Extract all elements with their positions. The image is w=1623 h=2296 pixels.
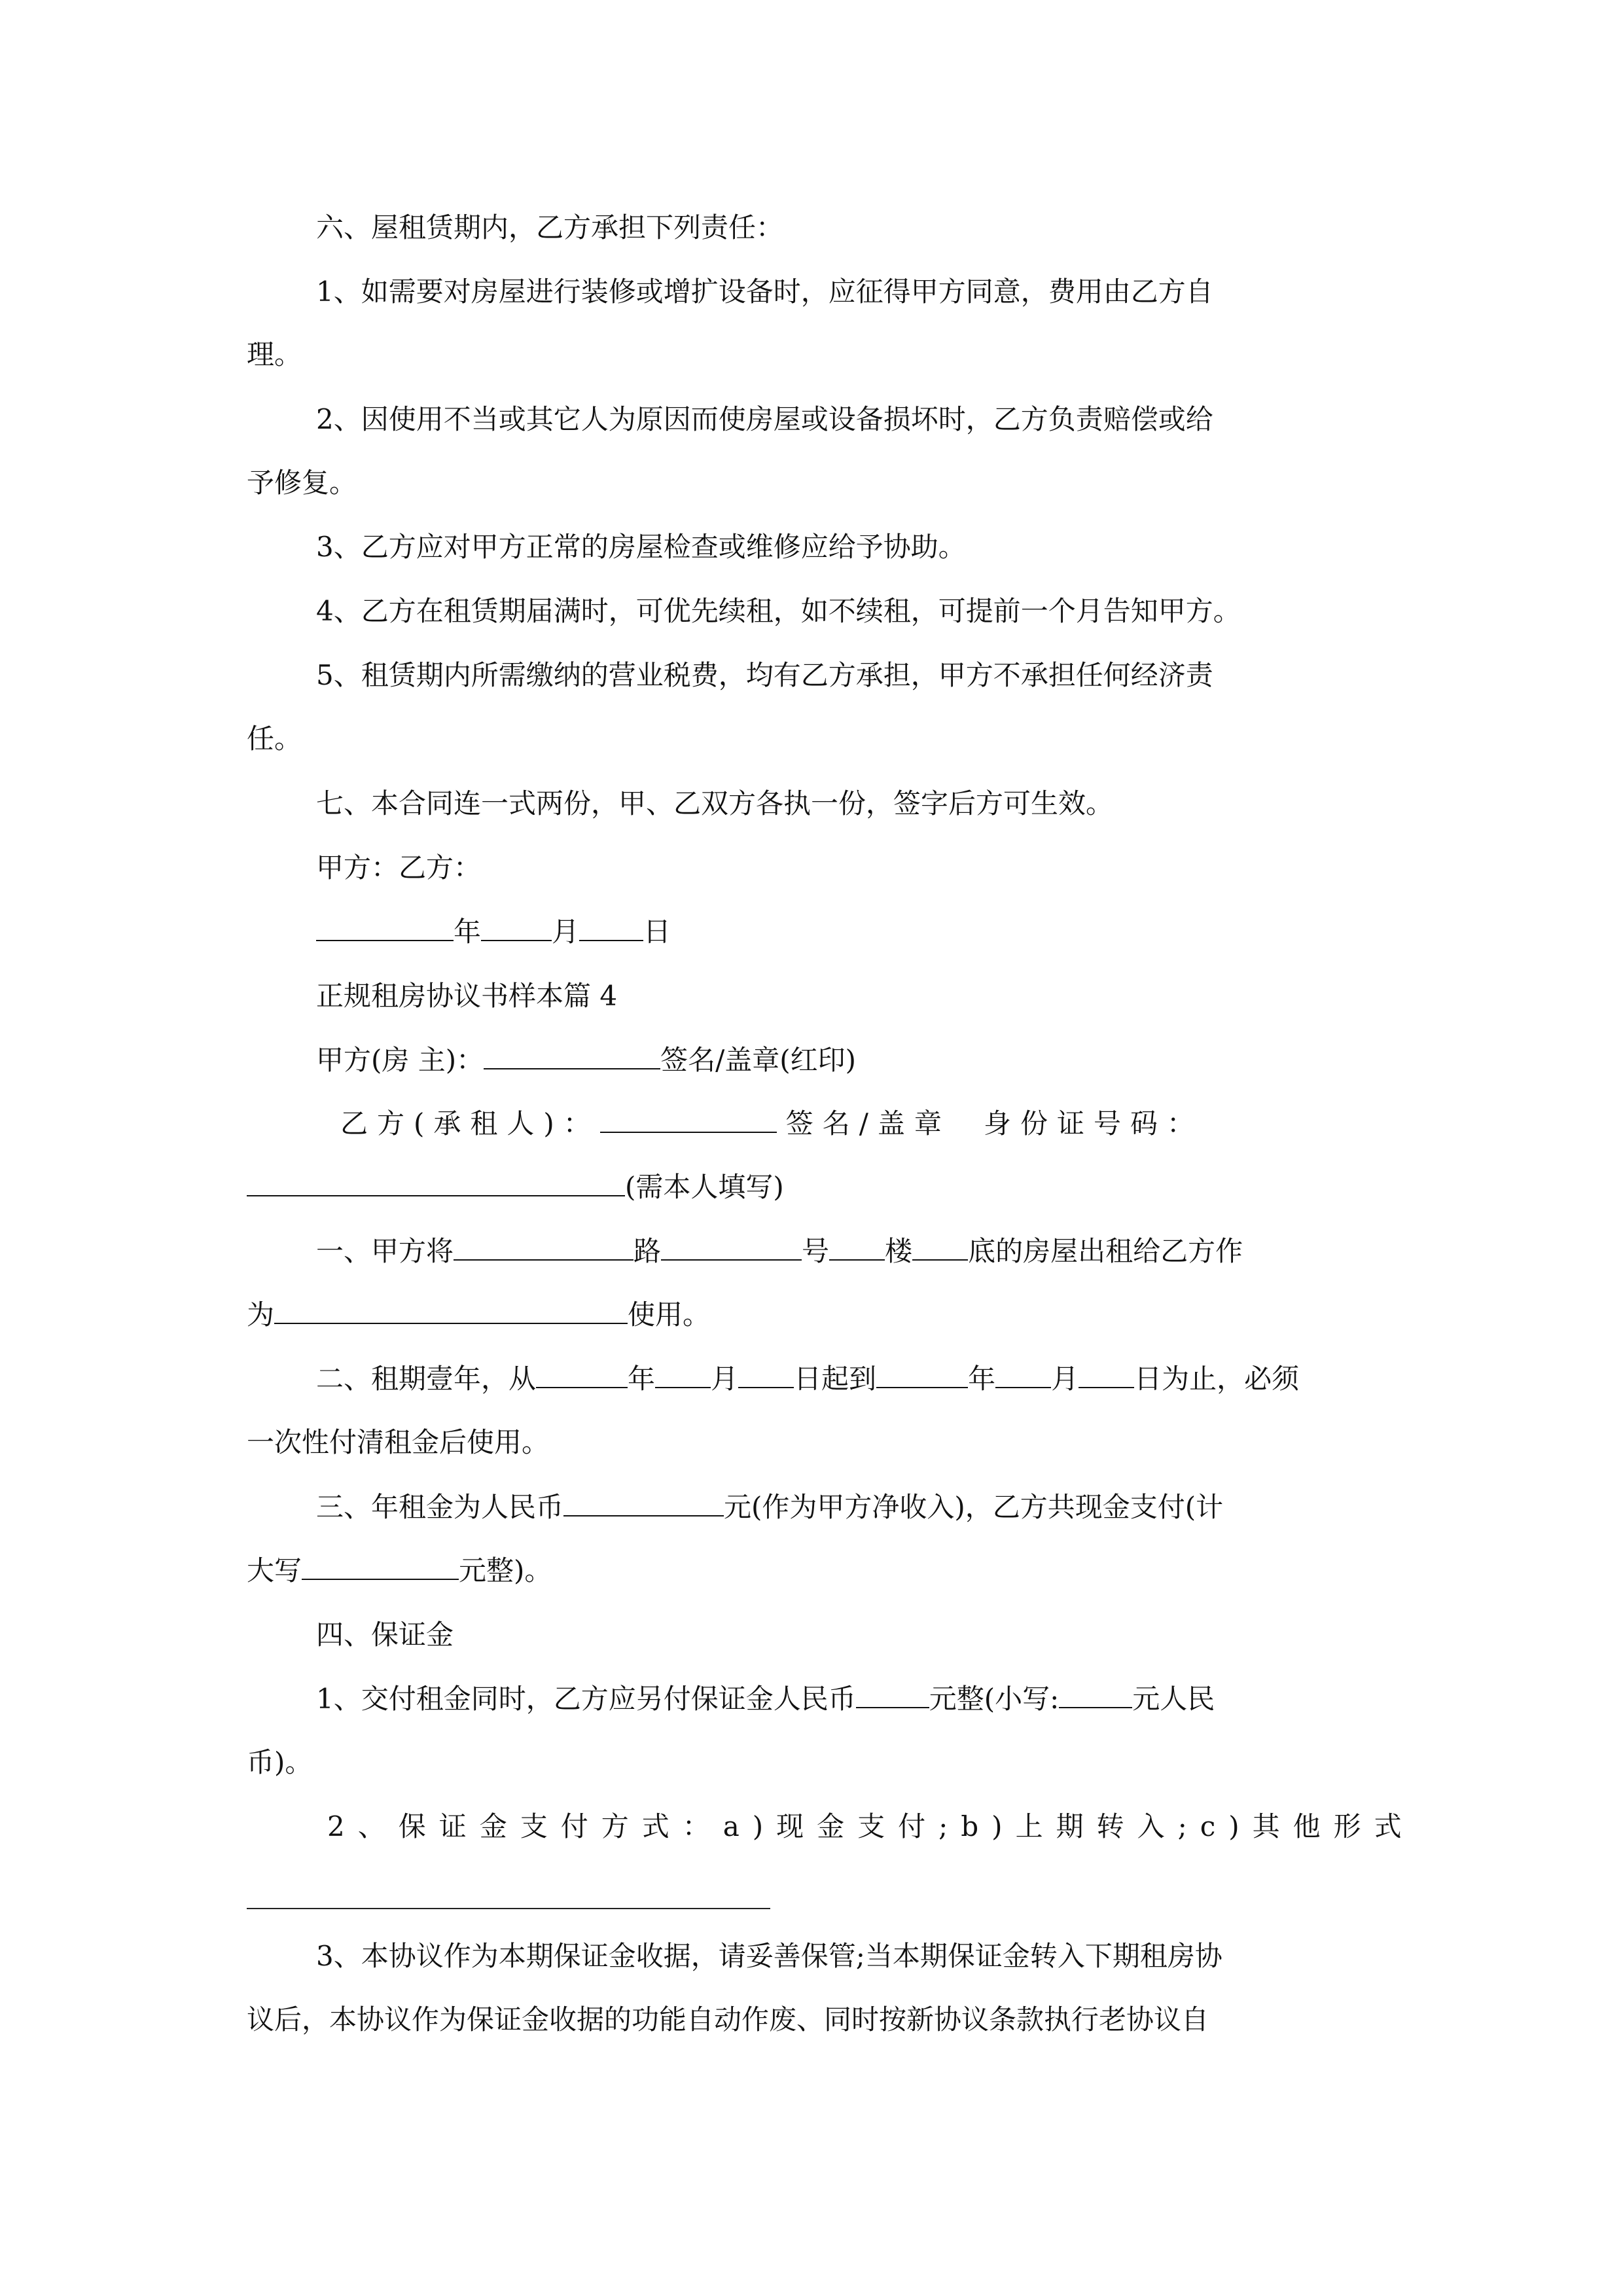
section-7: 七、本合同连一式两份，甲、乙双方各执一份，签字后方可生效。 — [316, 787, 1114, 819]
section-4-title: 四、保证金 — [316, 1619, 454, 1651]
clause-2-line2: 一次性付清租金后使用。 — [247, 1426, 550, 1458]
blank — [600, 1105, 777, 1133]
clause-6-4: 4、乙方在租赁期届满时，可优先续租，如不续租，可提前一个月告知甲方。 — [316, 595, 1241, 627]
clause-6-1-line1: 1、如需要对房屋进行装修或增扩设备时，应征得甲方同意，费用由乙方自 — [316, 276, 1213, 308]
clause-6-2-line2: 予修复。 — [247, 467, 357, 499]
blank — [876, 1361, 968, 1388]
clause-1-line2: 为 使用。 — [247, 1297, 710, 1333]
blank — [655, 1361, 711, 1388]
blank — [536, 1361, 628, 1388]
blank — [738, 1361, 794, 1388]
blank — [1059, 1681, 1132, 1708]
clause-1-line1: 一、甲方将 路 号 楼 底的房屋出租给乙方作 — [316, 1233, 1243, 1270]
blank — [484, 1042, 660, 1069]
clause-4-3-line2: 议后，本协议作为保证金收据的功能自动作废、同时按新协议条款执行老协议自 — [247, 2003, 1209, 2036]
blank — [995, 1361, 1051, 1388]
blank — [661, 1233, 802, 1261]
clause-6-5-line1: 5、租赁期内所需缴纳的营业税费，均有乙方承担，甲方不承担任何经济责 — [316, 659, 1213, 691]
blank — [829, 1233, 885, 1261]
blank — [247, 1169, 625, 1196]
blank — [563, 1489, 724, 1516]
blank — [302, 1552, 459, 1580]
blank — [481, 914, 552, 941]
clause-4-3-line1: 3、本协议作为本期保证金收据，请妥善保管;当本期保证金转入下期租房协 — [316, 1940, 1222, 1972]
section-heading: 正规租房协议书样本篇 4 — [316, 980, 618, 1012]
clause-4-1-line1: 1、交付租金同时，乙方应另付保证金人民币 元整(小写: 元人民 — [316, 1681, 1215, 1717]
clause-6-3: 3、乙方应对甲方正常的房屋检查或维修应给予协助。 — [316, 531, 966, 563]
party-a-line: 甲方(房 主)： 签名/盖章(红印) — [316, 1042, 856, 1079]
blank — [1079, 1361, 1134, 1388]
clause-4-1-line2: 币)。 — [247, 1746, 313, 1778]
blank — [912, 1233, 968, 1261]
blank — [316, 914, 454, 941]
clause-6-5-line2: 任。 — [247, 723, 302, 755]
blank — [579, 914, 643, 941]
blank-line-divider — [247, 1908, 770, 1909]
id-number-line: (需本人填写) — [247, 1169, 784, 1206]
date-line: 年 月 日 — [316, 914, 671, 950]
clause-6-1-line2: 理。 — [247, 338, 302, 370]
party-b-line: 乙方(承租人)： 签名/盖章 身份证号码： — [340, 1105, 1381, 1142]
section-6-title: 六、屋租赁期内，乙方承担下列责任： — [316, 211, 784, 243]
clause-6-2-line1: 2、因使用不当或其它人为原因而使房屋或设备损坏时，乙方负责赔偿或给 — [316, 403, 1213, 435]
blank — [856, 1681, 929, 1708]
parties-signature-line: 甲方：乙方： — [316, 852, 482, 884]
clause-4-2: 2、保证金支付方式：a)现金支付;b)上期转入;c)其他形式 — [327, 1810, 1415, 1842]
blank — [274, 1297, 628, 1324]
clause-2-line1: 二、租期壹年，从 年 月 日起到 年 月 日为止，必须 — [316, 1361, 1299, 1397]
blank — [454, 1233, 633, 1261]
clause-3-line1: 三、年租金为人民币 元(作为甲方净收入)，乙方共现金支付(计 — [316, 1489, 1223, 1526]
clause-3-line2: 大写 元整)。 — [247, 1552, 552, 1589]
